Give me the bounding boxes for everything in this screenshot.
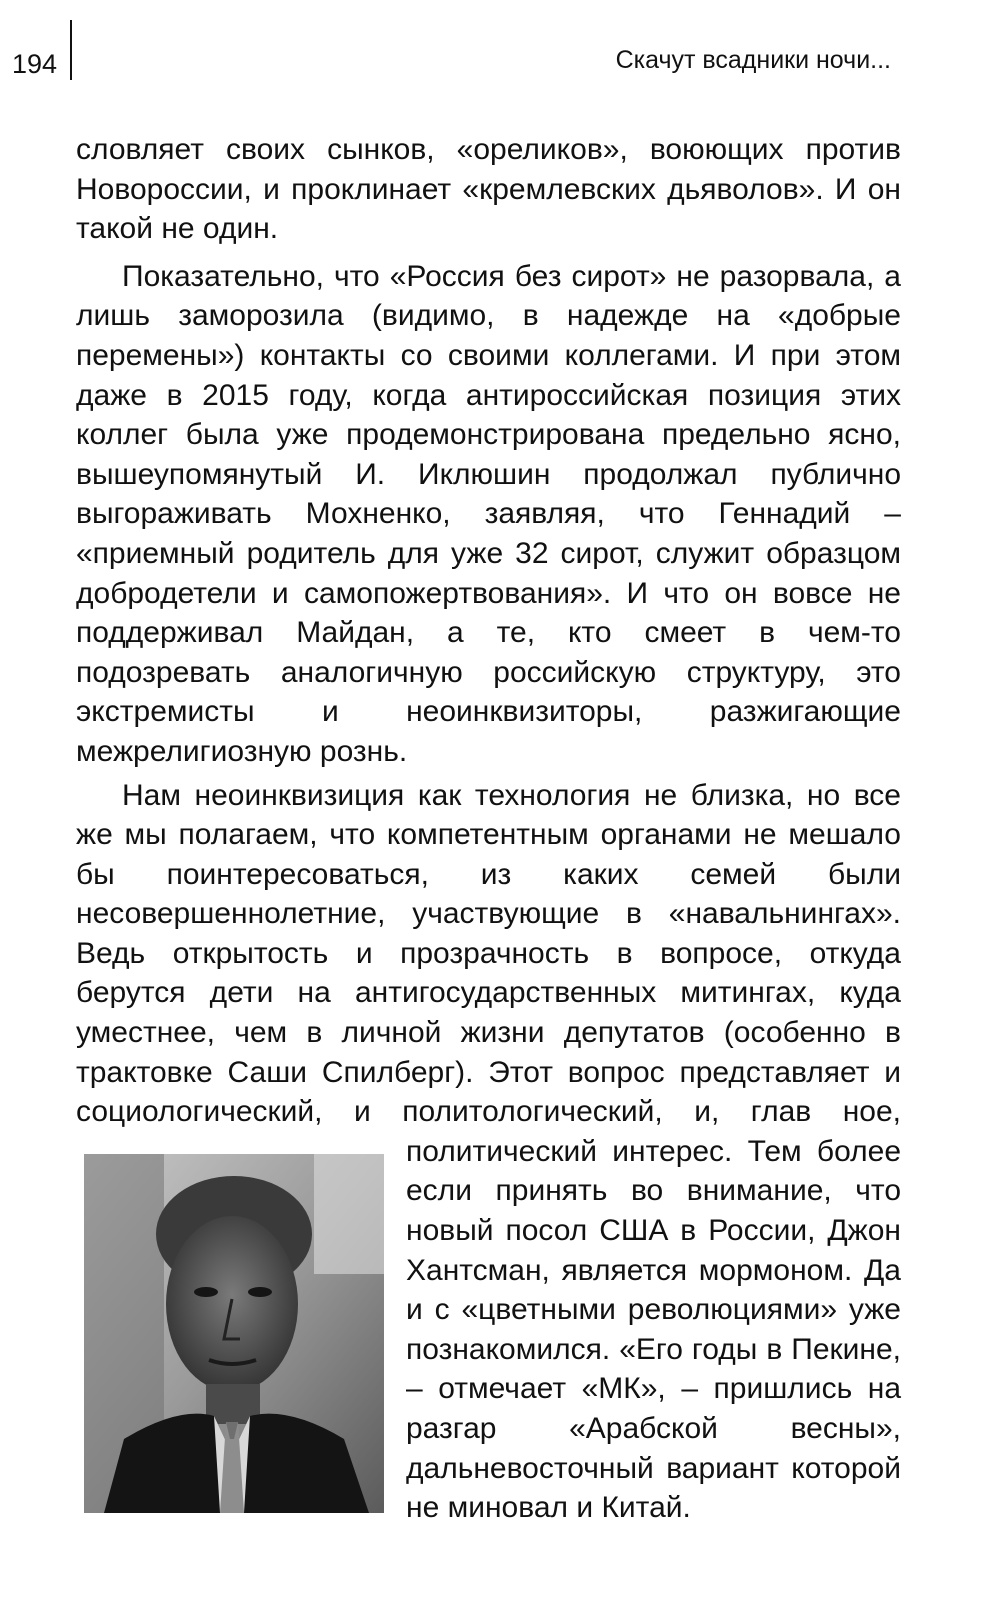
paragraph-3-lead: Нам неоинквизиция как технология не близка, но все же мы полагаем, что компетентным органами не мешало бы поинтересоваться, из каких семей были несовершеннолетние, участвующие в «навальнингах». Ведь открытость и прозрачность в вопросе, откуда берутся дети на антигосударственных митингах, куда уместнее, чем в личной жизни депутатов (особенно в трактовке Саши Спилберг). Этот вопрос представляет и социологический, и политологический, и, глав xyxy=(76,778,901,1129)
paragraph-2: Показательно, что «Россия без сирот» не разорвала, а лишь заморозила (видимо, в надежде на «добрые перемены») контакты со своими коллегами. И при этом даже в 2015 году, когда антироссийская позиция этих коллег была уже продемонстрирована предельно ясно, вышеупомянутый И. Иклюшин продолжал публично выгораживать Мохненко, заявляя, что Геннадий – «приемный родитель для уже 32 сирот, служит образцом добродетели и самопожертвования». И что он вовсе не поддерживал Майдан, а те, кто смеет в чем-то подозревать аналогичную российскую структуру, это экстремисты и неоинквизиторы, разжигающие межрелигиозную рознь. xyxy=(76,259,901,768)
header-divider xyxy=(70,20,72,80)
portrait-photo xyxy=(84,1154,384,1513)
portrait-image xyxy=(84,1154,384,1513)
running-title: Скачут всадники ночи... xyxy=(615,46,891,74)
page-number: 194 xyxy=(12,49,58,79)
paragraph-3-wrap: ное, политический интерес. Тем более если принять во внимание, что новый посол США в России, Джон Хантсман, является мормоном. Да и с «цветными революциями» уже познакомился. «Его годы в Пекине, – отмечает «МК», – пришлись на разгар «Арабской весны», дальневосточный вариант которой не миновал и Китай. xyxy=(406,1095,901,1525)
paragraph-1: словляет своих сынков, «ореликов», воюющих против Новороссии, и проклинает «кремлевских дьяволов». И он такой не один. xyxy=(76,133,901,246)
body-text xyxy=(76,130,901,1528)
paragraph-3 xyxy=(76,776,901,1528)
